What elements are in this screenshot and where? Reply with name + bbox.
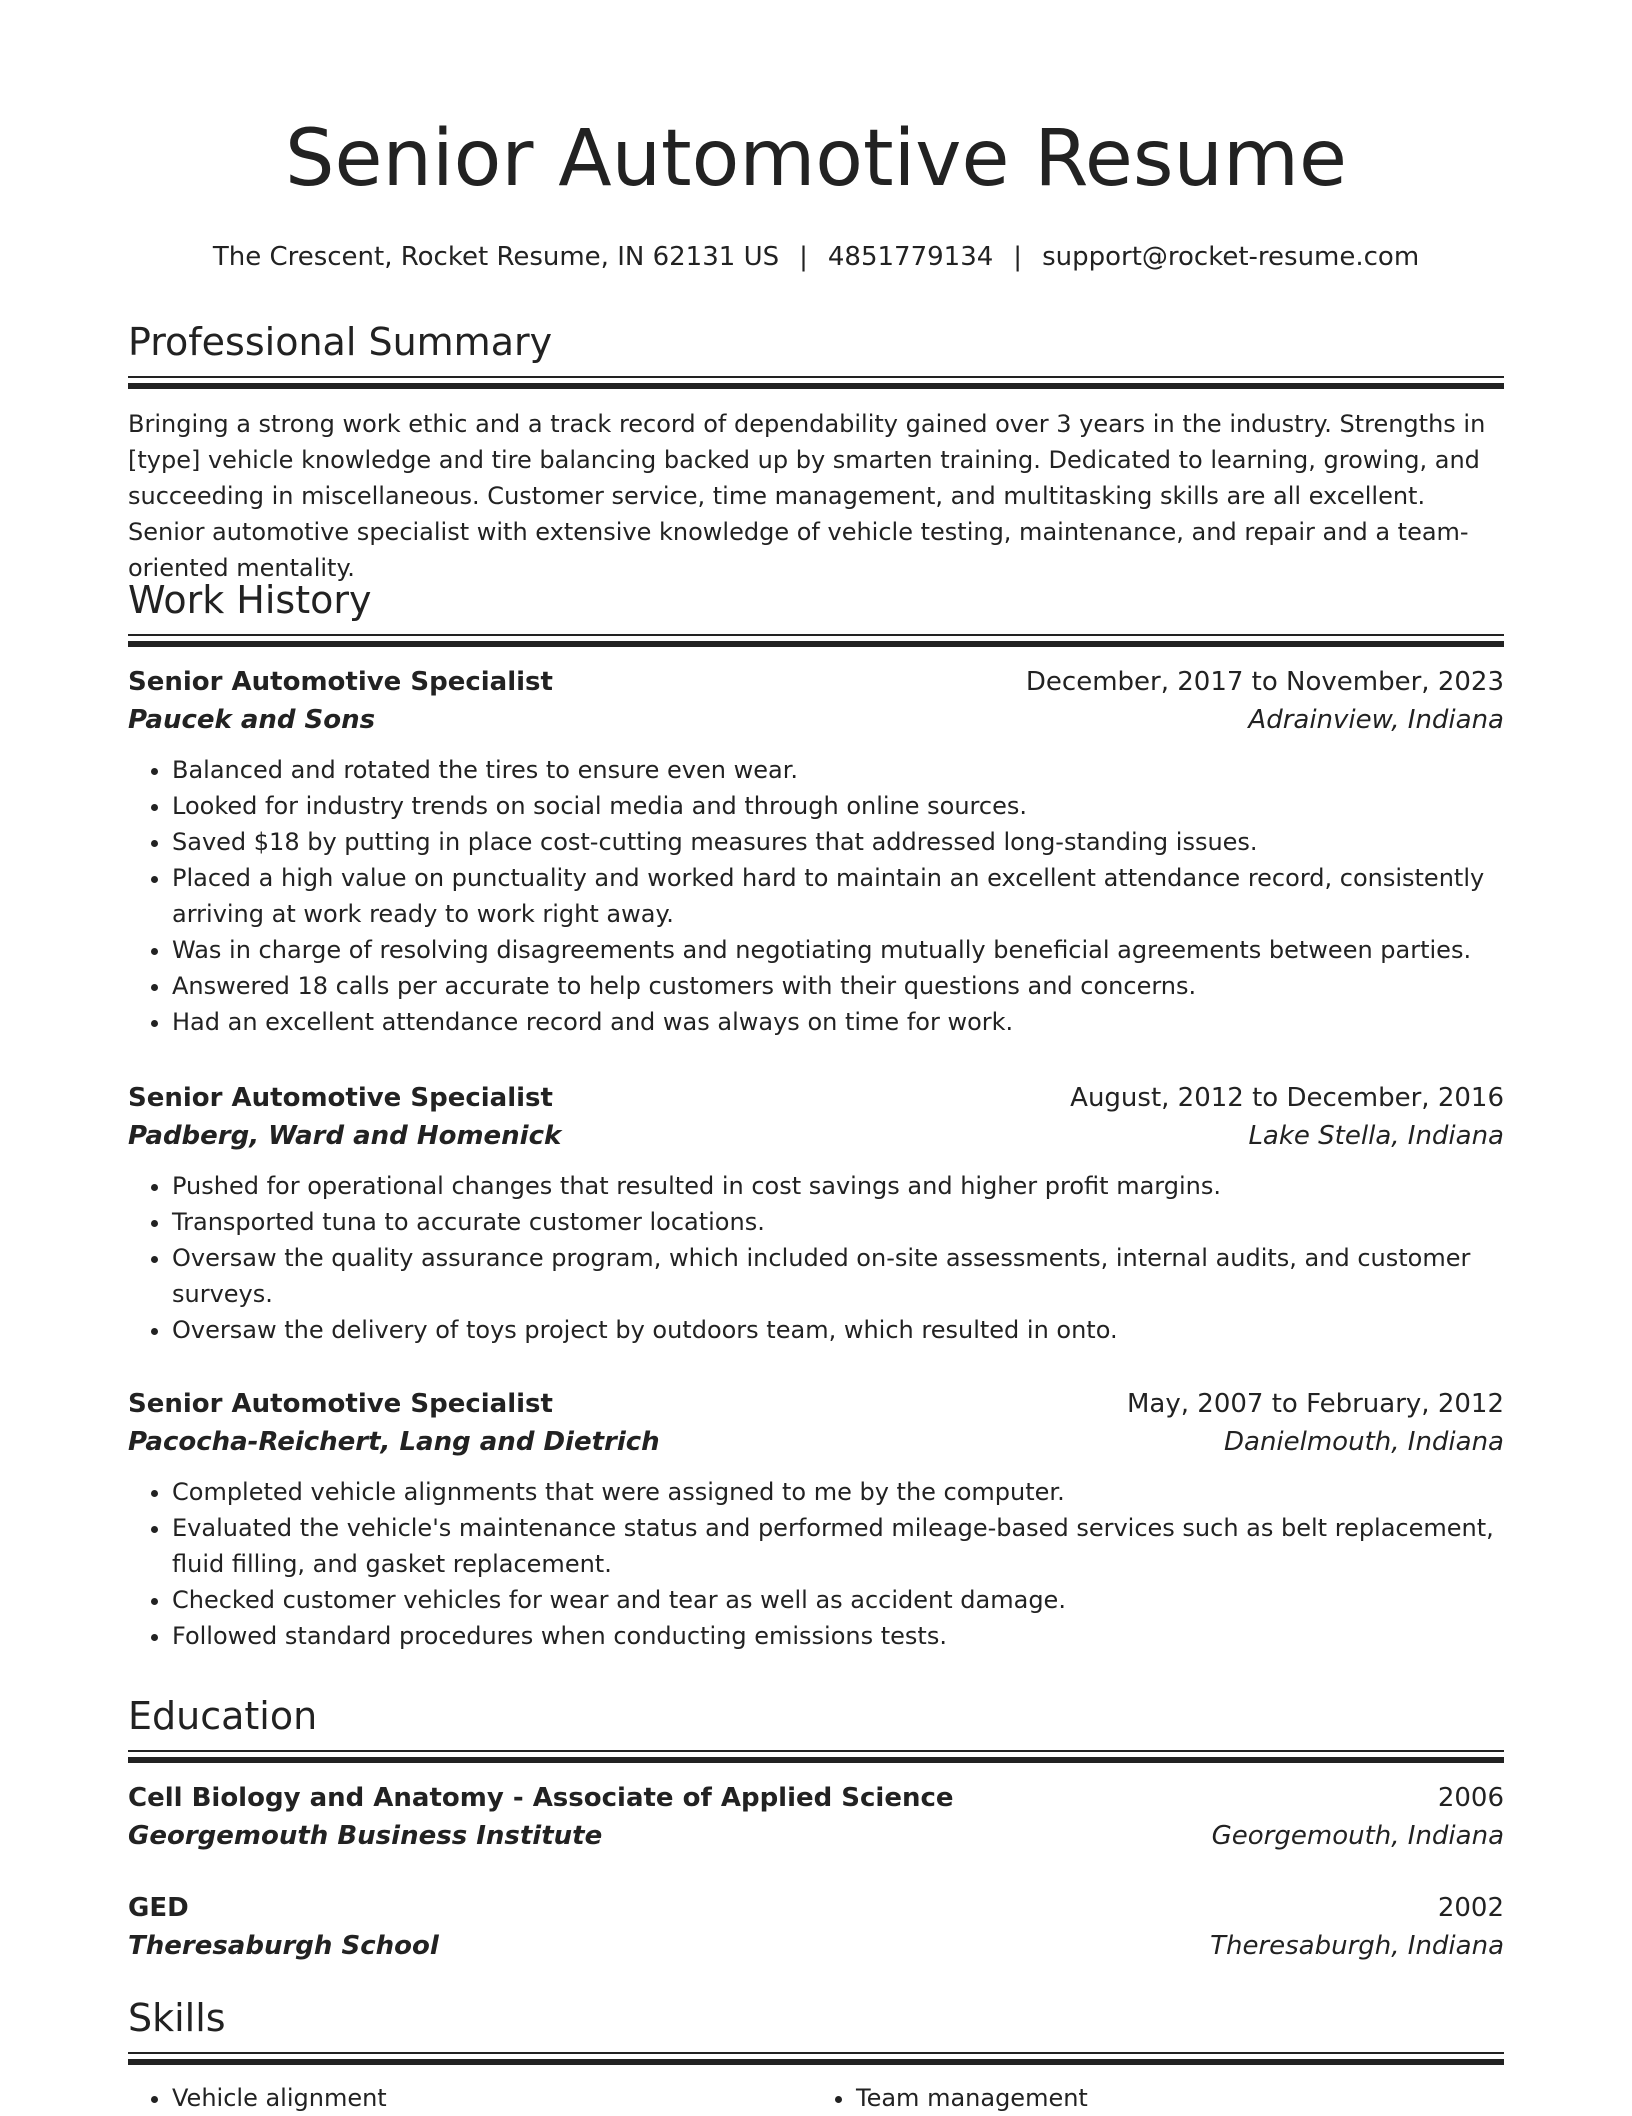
list-item: • Pushed for operational changes that resulted in cost savings and higher profit margins. (172, 1168, 1504, 1204)
list-item: • Followed standard procedures when conducting emissions tests. (172, 1618, 1504, 1654)
education-entry (128, 1780, 1504, 1858)
section-divider (128, 1750, 1504, 1763)
list-item: • Saved $18 by putting in place cost-cutting measures that addressed long-standing issues. (172, 824, 1504, 860)
skills-column-left (128, 2080, 812, 2116)
list-item: • Oversaw the quality assurance program, which included on-site assessments, internal audits, and customer surveys. (172, 1240, 1504, 1312)
list-item: • Had an excellent attendance record and was always on time for work. (172, 1004, 1504, 1040)
school-location: Theresaburgh, Indiana (1210, 1931, 1504, 1961)
degree-name: GED (128, 1893, 189, 1923)
list-item: • Oversaw the delivery of toys project by outdoors team, which resulted in onto. (172, 1312, 1504, 1348)
address: The Crescent, Rocket Resume, IN 62131 US (212, 242, 780, 272)
list-item: • Balanced and rotated the tires to ensure even wear. (172, 752, 1504, 788)
list-item: • Placed a high value on punctuality and worked hard to maintain an excellent attendance record, consistently arriving at work ready to work right away. (172, 860, 1504, 932)
list-item: • Transported tuna to accurate customer locations. (172, 1204, 1504, 1240)
graduation-year: 2006 (1437, 1783, 1504, 1813)
skills-heading: Skills (128, 1996, 226, 2040)
graduation-year: 2002 (1437, 1893, 1504, 1923)
school-name: Theresaburgh School (128, 1931, 439, 1961)
summary-heading: Professional Summary (128, 320, 553, 364)
skill-item: • Team management (856, 2080, 1496, 2116)
job-title: Senior Automotive Specialist (128, 667, 553, 697)
school-location: Georgemouth, Indiana (1211, 1821, 1504, 1851)
separator: | (799, 242, 808, 272)
job-title: Senior Automotive Specialist (128, 1083, 553, 1113)
job-bullets (128, 1474, 1504, 1654)
summary-text: Bringing a strong work ethic and a track record of dependability gained over 3 years in the industry. Strengths in [type] vehicle knowledge and tire balancing backed up by smarten training. Dedicated to learning, growing, and succeeding in miscellaneous. Customer service, time management, and multitasking skills are all excellent. Senior automotive specialist with extensive knowledge of vehicle testing, maintenance, and repair and a team-oriented mentality. (128, 410, 1486, 582)
job-bullets (128, 1168, 1504, 1348)
email: support@rocket-resume.com (1042, 242, 1420, 272)
list-item: • Looked for industry trends on social media and through online sources. (172, 788, 1504, 824)
list-item: • Completed vehicle alignments that were assigned to me by the computer. (172, 1474, 1504, 1510)
job-location: Adrainview, Indiana (1248, 705, 1504, 735)
company-name: Padberg, Ward and Homenick (128, 1121, 562, 1151)
resume-title: Senior Automotive Resume (285, 114, 1347, 204)
skill-item: • Vehicle alignment (172, 2080, 812, 2116)
section-divider (128, 2052, 1504, 2065)
job-location: Lake Stella, Indiana (1248, 1121, 1504, 1151)
work-history-heading: Work History (128, 578, 372, 622)
list-item: • Evaluated the vehicle's maintenance status and performed mileage-based services such as belt replacement, fluid filling, and gasket replacement. (172, 1510, 1504, 1582)
job-location: Danielmouth, Indiana (1223, 1427, 1504, 1457)
list-item: • Answered 18 calls per accurate to help customers with their questions and concerns. (172, 968, 1504, 1004)
separator: | (1013, 242, 1023, 272)
list-item: • Was in charge of resolving disagreements and negotiating mutually beneficial agreements between parties. (172, 932, 1504, 968)
phone: 4851779134 (827, 242, 994, 272)
company-name: Pacocha-Reichert, Lang and Dietrich (128, 1427, 660, 1457)
list-item: • Checked customer vehicles for wear and tear as well as accident damage. (172, 1582, 1504, 1618)
job-dates: August, 2012 to December, 2016 (1070, 1083, 1504, 1113)
degree-name: Cell Biology and Anatomy - Associate of Applied Science (128, 1783, 954, 1813)
contact-line (0, 240, 1632, 274)
section-divider (128, 634, 1504, 647)
company-name: Paucek and Sons (128, 705, 376, 735)
school-name: Georgemouth Business Institute (128, 1821, 603, 1851)
job-title: Senior Automotive Specialist (128, 1389, 553, 1419)
job-dates: May, 2007 to February, 2012 (1127, 1389, 1504, 1419)
skills-list (128, 2080, 1504, 2116)
skills-column-right (812, 2080, 1496, 2116)
section-divider (128, 376, 1504, 389)
job-entry (128, 1080, 1504, 1348)
job-entry (128, 1386, 1504, 1654)
job-entry (128, 664, 1504, 1040)
education-heading: Education (128, 1694, 318, 1738)
job-bullets (128, 752, 1504, 1040)
education-entry (128, 1890, 1504, 1968)
job-dates: December, 2017 to November, 2023 (1025, 667, 1504, 697)
